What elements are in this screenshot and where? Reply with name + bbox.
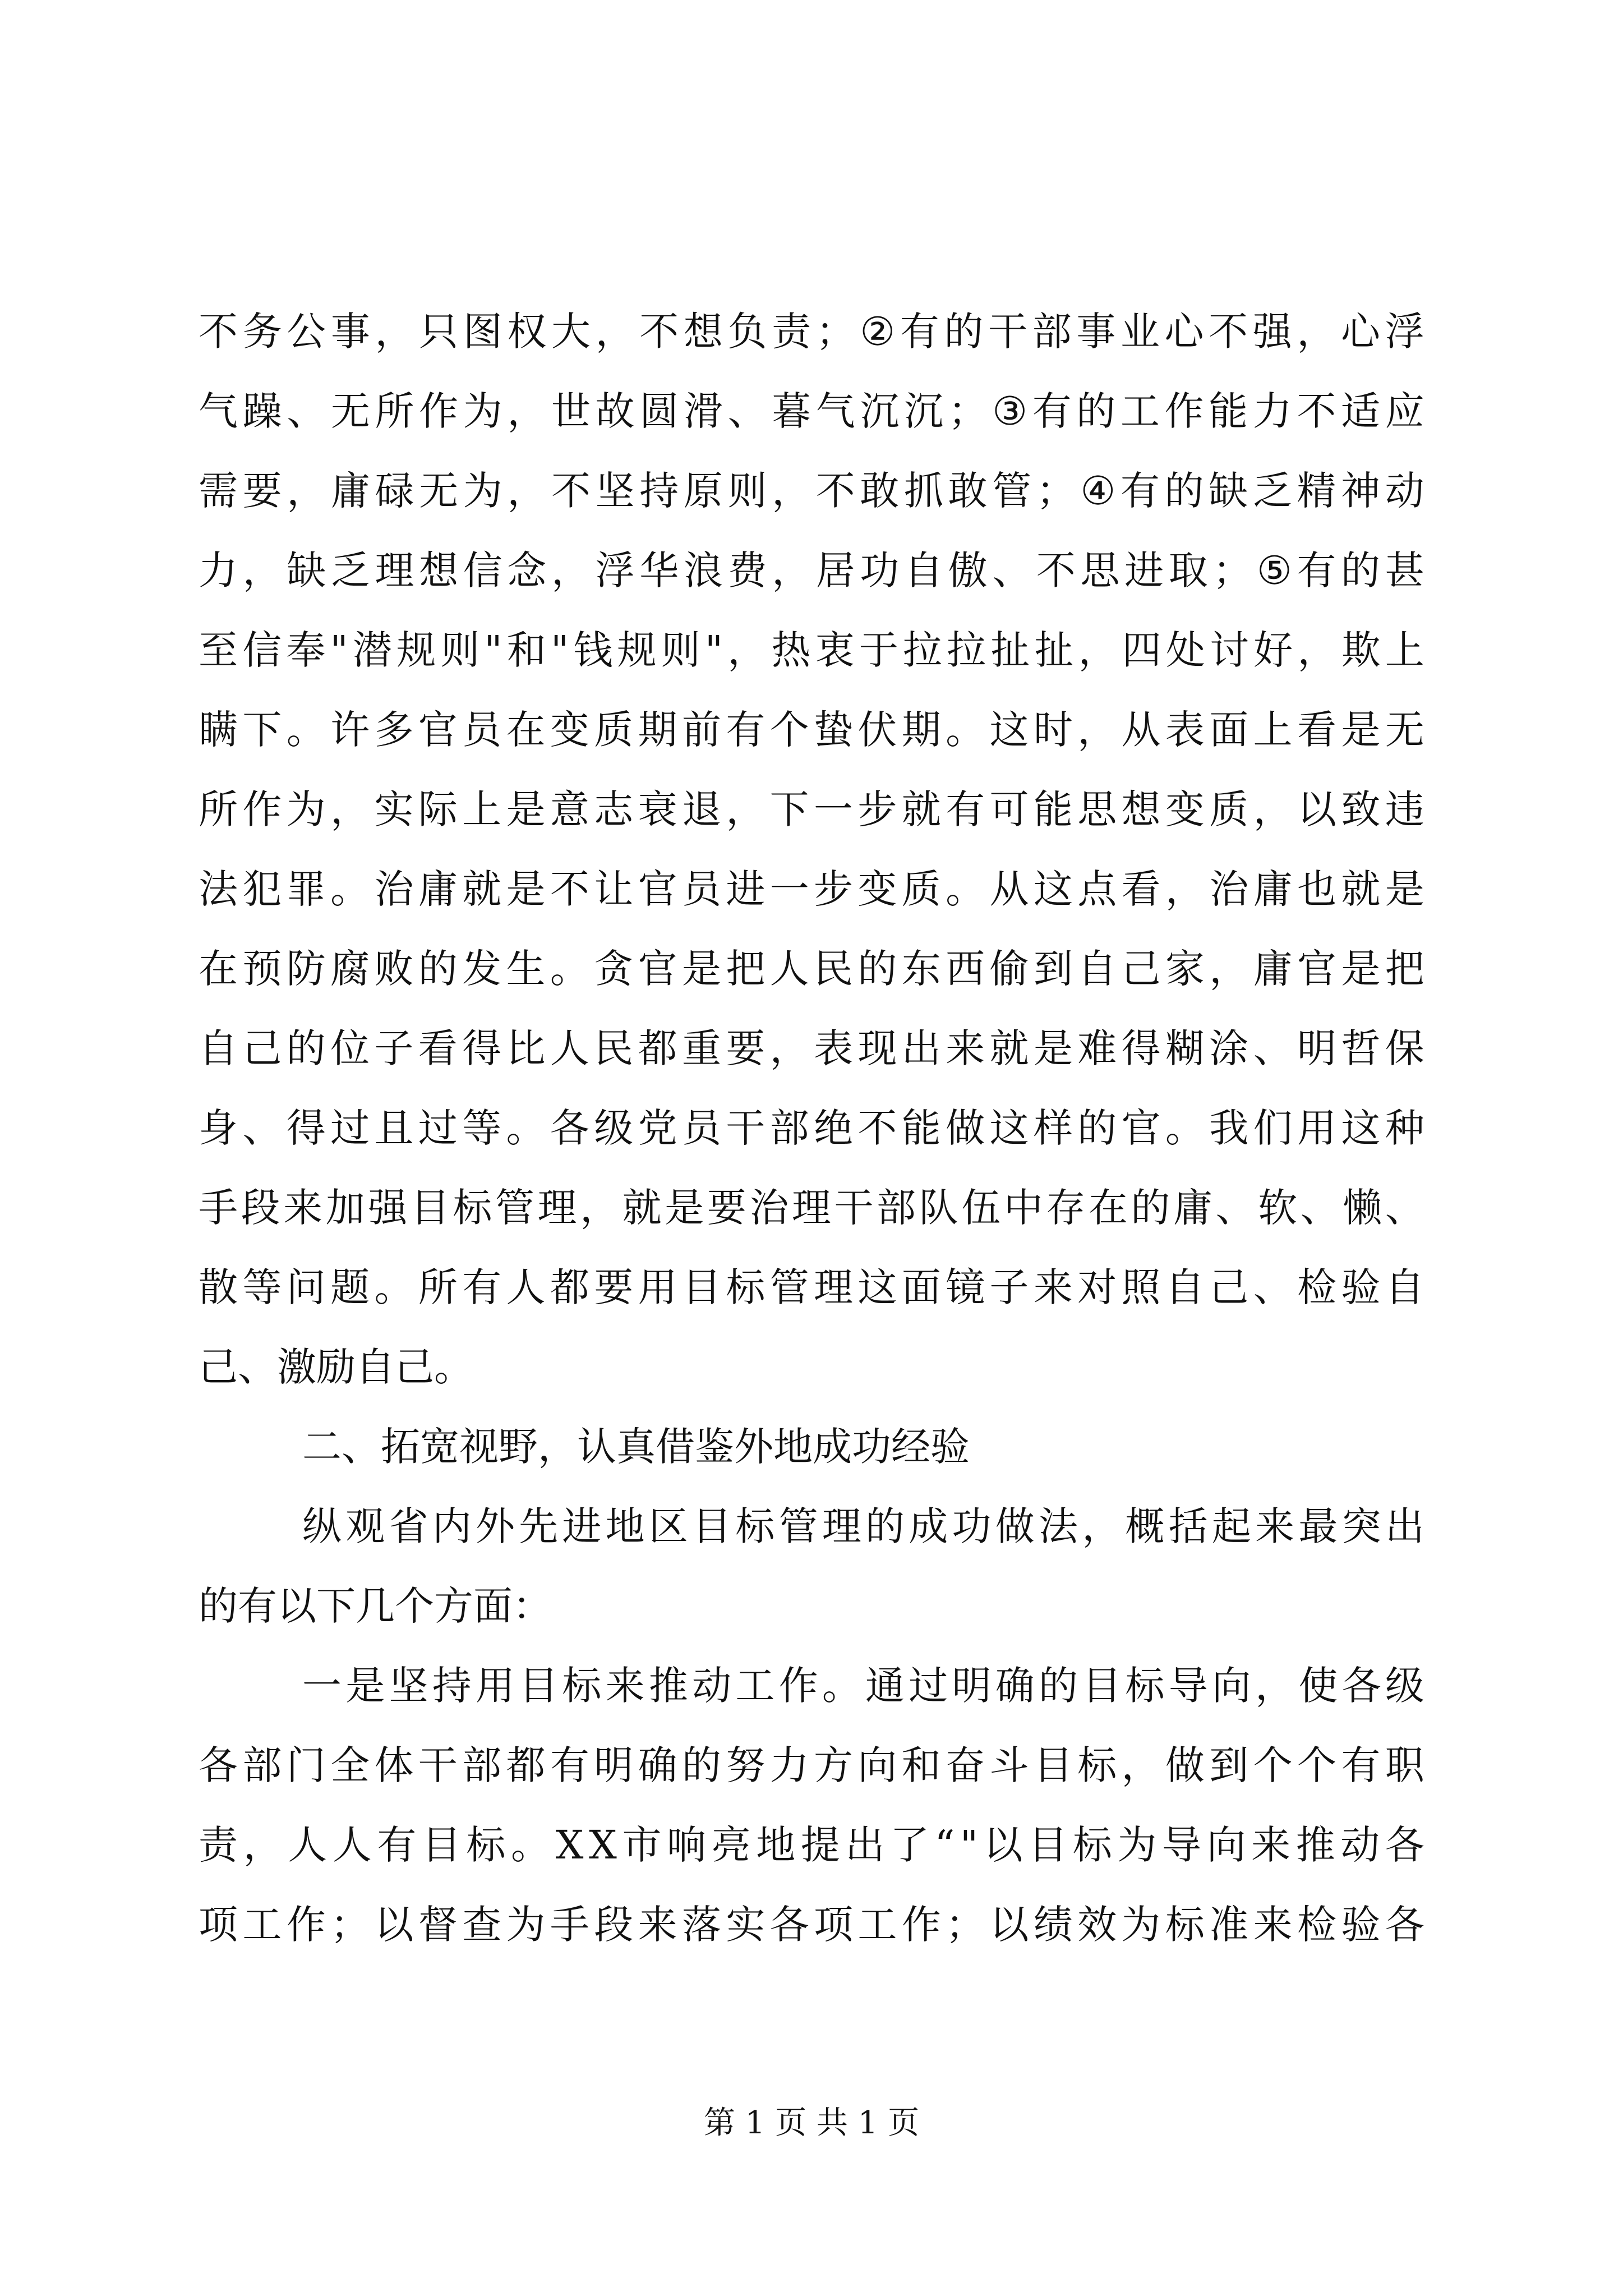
page-footer: 第 1 页 共 1 页 <box>703 2105 920 2141</box>
text-line: 手 段 来 加 强 目 标 管 理 ， 就 是 要 治 理 干 部 队 伍 中 存 在 的 庸 、 软 、 懒 、 <box>199 1185 1424 1231</box>
text-line: 散 等 问 题 。 所 有 人 都 要 用 目 标 管 理 这 面 镜 子 来 对 照 自 己 、 检 验 自 <box>199 1264 1424 1310</box>
text-line: 至 信 奉 " 潜 规 则 " 和 " 钱 规 则 " ， 热 衷 于 拉 拉 扯 扯 ， 四 处 讨 好 ， 欺 上 <box>199 627 1424 673</box>
text-line: 在 预 防 腐 败 的 发 生 。 贪 官 是 把 人 民 的 东 西 偷 到 自 己 家 ， 庸 官 是 把 <box>199 946 1424 992</box>
text-line: 气 躁 、 无 所 作 为 ， 世 故 圆 滑 、 暮 气 沉 沉 ； ③ 有 的 工 作 能 力 不 适 应 <box>199 388 1424 434</box>
text-line: 责 ， 人 人 有 目 标 。 X X 市 响 亮 地 提 出 了 “ " 以 目 标 为 导 向 来 推 动 各 <box>199 1822 1424 1868</box>
text-line: 所 作 为 ， 实 际 上 是 意 志 衰 退 ， 下 一 步 就 有 可 能 思 想 变 质 ， 以 致 违 <box>199 786 1424 832</box>
text-line: 法 犯 罪 。 治 庸 就 是 不 让 官 员 进 一 步 变 质 。 从 这 点 看 ， 治 庸 也 就 是 <box>199 866 1424 912</box>
text-line: 需 要 ， 庸 碌 无 为 ， 不 坚 持 原 则 ， 不 敢 抓 敢 管 ； ④ 有 的 缺 乏 精 神 动 <box>199 468 1424 514</box>
text-line: 己、激励自己。 <box>199 1344 473 1390</box>
text-line: 瞒 下 。 许 多 官 员 在 变 质 期 前 有 个 蛰 伏 期 。 这 时 ， 从 表 面 上 看 是 无 <box>199 707 1424 753</box>
body-text <box>199 292 1424 1964</box>
text-line: 身 、 得 过 且 过 等 。 各 级 党 员 干 部 绝 不 能 做 这 样 的 官 。 我 们 用 这 种 <box>199 1105 1424 1151</box>
section-heading: 二、拓宽视野，认真借鉴外地成功经验 <box>302 1424 970 1470</box>
text-line: 不 务 公 事 ， 只 图 权 大 ， 不 想 负 责 ； ② 有 的 干 部 事 业 心 不 强 ， 心 浮 <box>199 309 1424 355</box>
text-line: 一 是 坚 持 用 目 标 来 推 动 工 作 。 通 过 明 确 的 目 标 导 向 ， 使 各 级 <box>302 1663 1424 1709</box>
text-line: 自 己 的 位 子 看 得 比 人 民 都 重 要 ， 表 现 出 来 就 是 难 得 糊 涂 、 明 哲 保 <box>199 1025 1424 1071</box>
text-line: 项 工 作 ； 以 督 查 为 手 段 来 落 实 各 项 工 作 ； 以 绩 效 为 标 准 来 检 验 各 <box>199 1902 1424 1948</box>
text-line: 各 部 门 全 体 干 部 都 有 明 确 的 努 力 方 向 和 奋 斗 目 标 ， 做 到 个 个 有 职 <box>199 1742 1424 1788</box>
text-line: 纵 观 省 内 外 先 进 地 区 目 标 管 理 的 成 功 做 法 ， 概 括 起 来 最 突 出 <box>302 1503 1424 1549</box>
text-line: 力 ， 缺 乏 理 想 信 念 ， 浮 华 浪 费 ， 居 功 自 傲 、 不 思 进 取 ； ⑤ 有 的 甚 <box>199 547 1424 593</box>
text-line: 的有以下几个方面： <box>199 1583 552 1629</box>
